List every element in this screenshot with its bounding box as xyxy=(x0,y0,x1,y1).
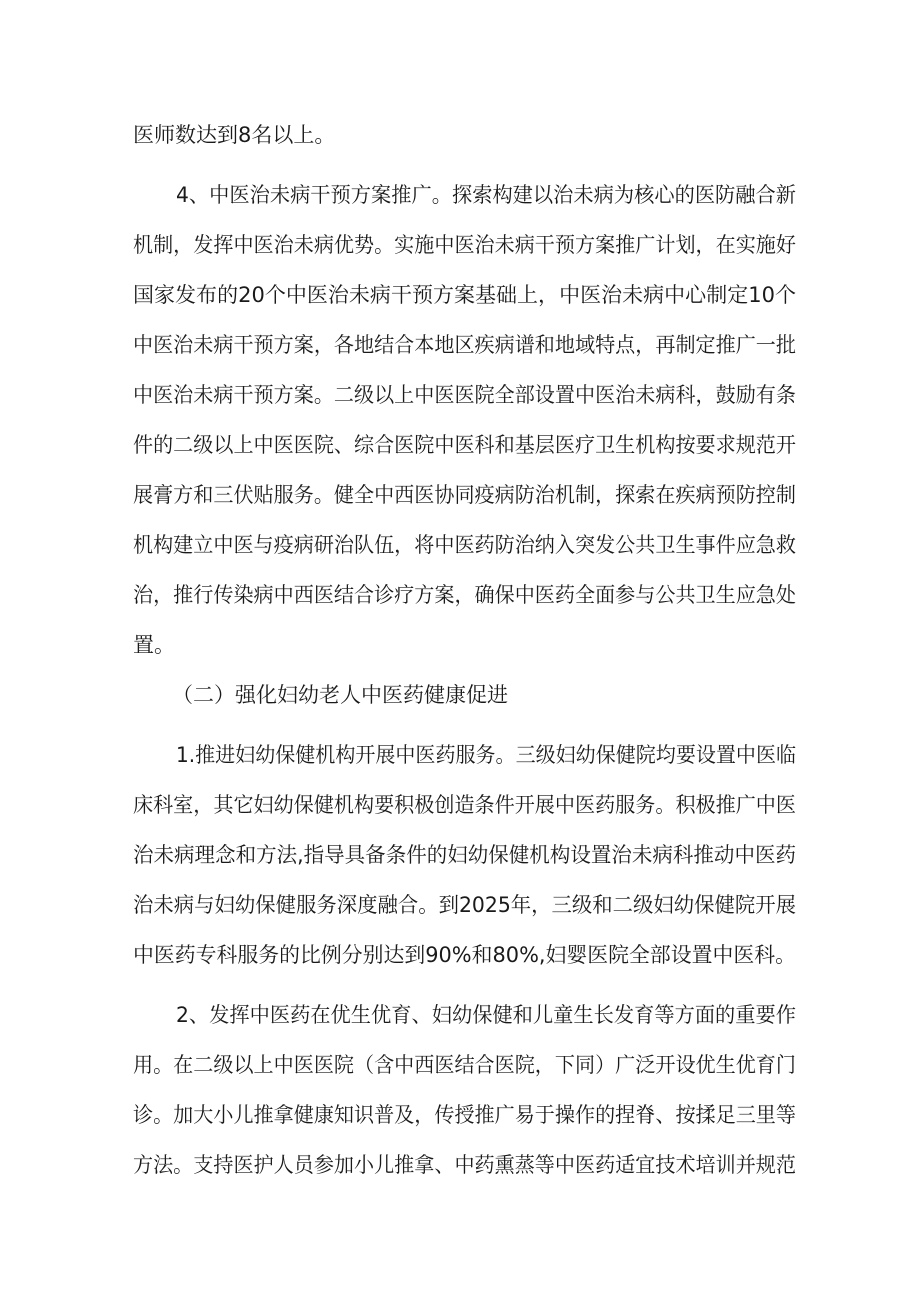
text-line-content: 治未病理念和方法,指导具备条件的妇幼保健机构设置治未病科推动中医药 xyxy=(133,843,797,867)
section-heading xyxy=(0,678,920,712)
text-line xyxy=(0,838,920,872)
text-line-content: 机制，发挥中医治未病优势。实施中医治未病干预方案推广计划，在实施好 xyxy=(133,233,796,257)
text-line xyxy=(0,1098,920,1132)
text-line-content: 医师数达到8名以上。 xyxy=(133,123,336,147)
text-line-content: 中医治未病干预方案。二级以上中医医院全部设置中医治未病科，鼓励有条 xyxy=(133,383,796,407)
paragraph-heading-line xyxy=(0,178,920,212)
text-line xyxy=(0,528,920,562)
text-line-content: 展膏方和三伏贴服务。健全中西医协同疫病防治机制，探索在疾病预防控制 xyxy=(133,483,796,507)
text-line-content: 用。在二级以上中医医院（含中西医结合医院，下同）广泛开设优生优育门 xyxy=(133,1053,796,1077)
text-line-content: 中医治未病干预方案，各地结合本地区疾病谱和地域特点，再制定推广一批 xyxy=(133,333,796,357)
text-line xyxy=(0,788,920,822)
text-line-content: 诊。加大小儿推拿健康知识普及，传授推广易于操作的捏脊、按揉足三里等 xyxy=(133,1103,796,1127)
text-line xyxy=(0,118,920,152)
paragraph-heading-line xyxy=(0,738,920,772)
text-line-content: 件的二级以上中医医院、综合医院中医科和基层医疗卫生机构按要求规范开 xyxy=(133,433,796,457)
text-line xyxy=(0,278,920,312)
text-line xyxy=(0,228,920,262)
text-line-content: 治未病与妇幼保健服务深度融合。到2025年，三级和二级妇幼保健院开展 xyxy=(133,893,797,917)
text-line xyxy=(0,378,920,412)
text-line xyxy=(0,1148,920,1182)
text-line-content: 机构建立中医与疫病研治队伍，将中医药防治纳入突发公共卫生事件应急救 xyxy=(133,533,796,557)
text-line xyxy=(0,328,920,362)
text-line-content: 国家发布的20个中医治未病干预方案基础上，中医治未病中心制定10个 xyxy=(133,283,797,307)
text-line-content: 床科室，其它妇幼保健机构要积极创造条件开展中医药服务。积极推广中医 xyxy=(133,793,796,817)
text-line xyxy=(0,628,920,662)
text-line-content: 2、发挥中医药在优生优育、妇幼保健和儿童生长发育等方面的重要作 xyxy=(176,1003,797,1027)
text-line-content: 方法。支持医护人员参加小儿推拿、中药熏蒸等中医药适宜技术培训并规范 xyxy=(133,1153,796,1177)
paragraph-heading-line xyxy=(0,998,920,1032)
text-line xyxy=(0,1048,920,1082)
text-line xyxy=(0,478,920,512)
text-line-content: 中医药专科服务的比例分别达到90%和80%,妇婴医院全部设置中医科。 xyxy=(133,943,797,967)
text-line xyxy=(0,578,920,612)
text-line-content: 置。 xyxy=(133,633,175,657)
text-line-content: 1.推进妇幼保健机构开展中医药服务。三级妇幼保健院均要设置中医临 xyxy=(176,743,797,767)
text-line-content: 治，推行传染病中西医结合诊疗方案，确保中医药全面参与公共卫生应急处 xyxy=(133,583,796,607)
text-line-content: 4、中医治未病干预方案推广。探索构建以治未病为核心的医防融合新 xyxy=(176,183,797,207)
text-line xyxy=(0,428,920,462)
text-line xyxy=(0,888,920,922)
text-line xyxy=(0,938,920,972)
section-heading-text: （二）强化妇幼老人中医药健康促进 xyxy=(172,683,508,707)
